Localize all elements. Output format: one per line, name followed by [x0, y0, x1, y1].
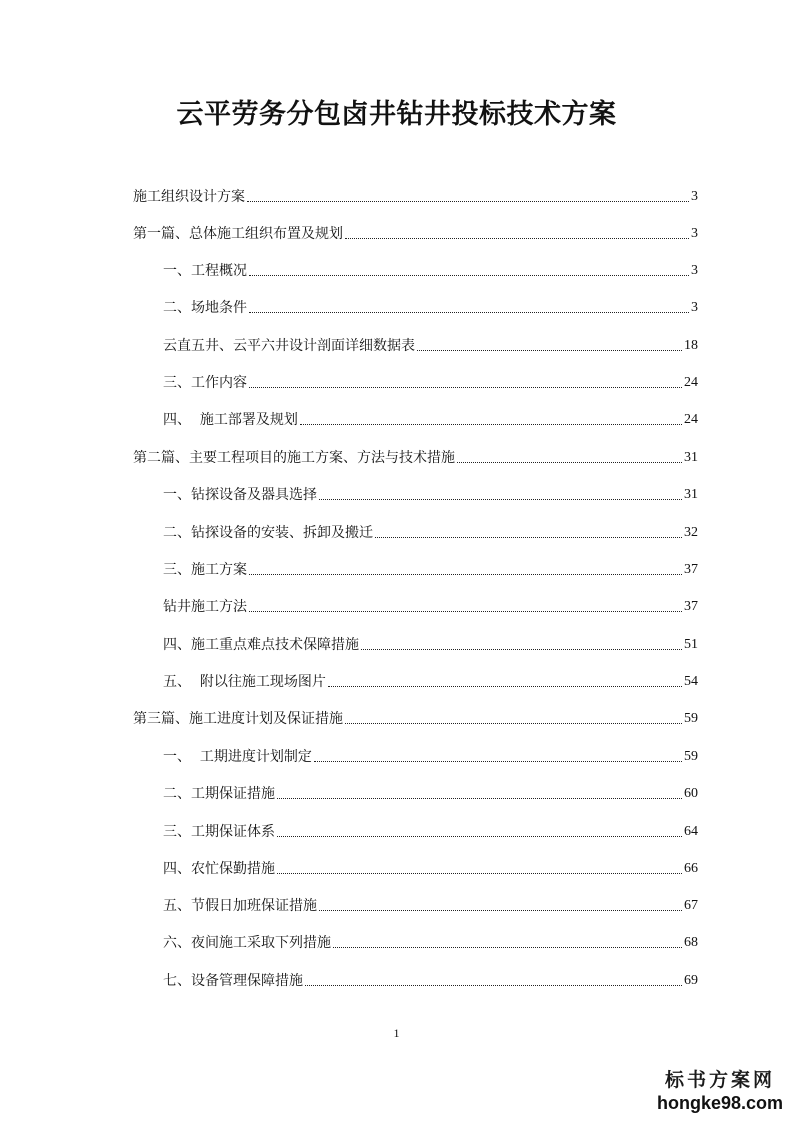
toc-entry-label: 七、设备管理保障措施 [163, 973, 303, 989]
page-number: 1 [393, 1026, 400, 1040]
toc-entry-label: 第一篇、总体施工组织布置及规划 [133, 226, 343, 242]
toc-entry-label: 二、工期保证措施 [163, 786, 275, 802]
toc-entry-label: 三、工期保证体系 [163, 824, 275, 840]
toc-entry-label: 二、场地条件 [163, 300, 247, 316]
toc-entry[interactable] [163, 482, 698, 504]
toc-leader-dots [249, 275, 689, 276]
toc-entry-page: 68 [684, 935, 698, 950]
watermark-url: hongke98.com [656, 1093, 784, 1113]
toc-entry-page: 59 [684, 749, 698, 764]
toc-entry-label: 第三篇、施工进度计划及保证措施 [133, 711, 343, 727]
toc-entry-page: 54 [684, 674, 698, 689]
toc-entry-label: 钻井施工方法 [163, 599, 247, 615]
toc-entry-label: 四、施工重点难点技术保障措施 [163, 637, 359, 653]
toc-entry-page: 3 [691, 226, 698, 241]
toc-entry-label: 四、 施工部署及规划 [163, 412, 298, 428]
toc-leader-dots [277, 873, 682, 874]
toc-entry-label: 六、夜间施工采取下列措施 [163, 935, 331, 951]
toc-leader-dots [305, 985, 682, 986]
toc-entry-page: 66 [684, 861, 698, 876]
toc-entry[interactable] [133, 221, 698, 243]
toc-entry-page: 18 [684, 338, 698, 353]
toc-entry-page: 3 [691, 263, 698, 278]
toc-entry-label: 五、 附以往施工现场图片 [163, 674, 326, 690]
toc-entry-page: 67 [684, 898, 698, 913]
toc-leader-dots [333, 947, 682, 948]
toc-leader-dots [300, 424, 682, 425]
toc-entry[interactable] [133, 445, 698, 467]
toc-leader-dots [249, 312, 689, 313]
toc-entry-page: 69 [684, 973, 698, 988]
toc-entry[interactable] [163, 370, 698, 392]
toc-entry[interactable] [163, 258, 698, 280]
toc-leader-dots [314, 761, 682, 762]
toc-entry-page: 32 [684, 525, 698, 540]
toc-leader-dots [247, 201, 689, 202]
toc-leader-dots [345, 723, 682, 724]
toc-entry[interactable] [163, 407, 698, 429]
toc-leader-dots [375, 537, 682, 538]
toc-entry-page: 31 [684, 450, 698, 465]
toc-entry[interactable] [163, 632, 698, 654]
watermark [655, 1068, 785, 1114]
toc-leader-dots [277, 836, 682, 837]
toc-entry-label: 三、工作内容 [163, 375, 247, 391]
toc-entry[interactable] [133, 184, 698, 206]
toc-entry[interactable] [163, 557, 698, 579]
toc-entry-label: 一、 工期进度计划制定 [163, 749, 312, 765]
toc-entry[interactable] [163, 781, 698, 803]
toc-entry[interactable] [163, 893, 698, 915]
toc-entry-page: 59 [684, 711, 698, 726]
toc-entry[interactable] [163, 594, 698, 616]
toc-entry-label: 三、施工方案 [163, 562, 247, 578]
toc-leader-dots [277, 798, 682, 799]
toc-entry-page: 51 [684, 637, 698, 652]
toc-entry-page: 3 [691, 189, 698, 204]
toc-leader-dots [328, 686, 682, 687]
toc-leader-dots [345, 238, 689, 239]
toc-entry-label: 施工组织设计方案 [133, 189, 245, 205]
toc-entry-label: 一、工程概况 [163, 263, 247, 279]
toc-entry-page: 24 [684, 412, 698, 427]
toc-leader-dots [417, 350, 682, 351]
toc-entry-page: 31 [684, 487, 698, 502]
toc-entry[interactable] [163, 856, 698, 878]
document-title: 云平劳务分包卤井钻井投标技术方案 [176, 99, 617, 130]
toc-entry[interactable] [163, 669, 698, 691]
toc-entry[interactable] [163, 819, 698, 841]
toc-entry-label: 四、农忙保勤措施 [163, 861, 275, 877]
toc-entry-label: 五、节假日加班保证措施 [163, 898, 317, 914]
watermark-brand: 标书方案网 [664, 1069, 775, 1091]
toc-entry[interactable] [163, 744, 698, 766]
toc-leader-dots [457, 462, 682, 463]
toc-entry[interactable] [163, 520, 698, 542]
toc-leader-dots [249, 611, 682, 612]
toc-entry-page: 37 [684, 599, 698, 614]
toc-leader-dots [319, 910, 682, 911]
toc-entry[interactable] [163, 968, 698, 990]
toc-entry-page: 64 [684, 824, 698, 839]
toc-leader-dots [361, 649, 682, 650]
toc-entry[interactable] [133, 706, 698, 728]
toc-leader-dots [319, 499, 682, 500]
toc-entry-label: 云直五井、云平六井设计剖面详细数据表 [163, 338, 415, 354]
toc-entry-label: 二、钻探设备的安装、拆卸及搬迁 [163, 525, 373, 541]
toc-entry[interactable] [163, 930, 698, 952]
toc-leader-dots [249, 574, 682, 575]
toc-entry[interactable] [163, 295, 698, 317]
toc-entry-label: 第二篇、主要工程项目的施工方案、方法与技术措施 [133, 450, 455, 466]
toc-entry-page: 60 [684, 786, 698, 801]
toc-entry[interactable] [163, 333, 698, 355]
toc-entry-page: 37 [684, 562, 698, 577]
toc-entry-page: 3 [691, 300, 698, 315]
toc-leader-dots [249, 387, 682, 388]
toc-entry-label: 一、钻探设备及器具选择 [163, 487, 317, 503]
toc-entry-page: 24 [684, 375, 698, 390]
